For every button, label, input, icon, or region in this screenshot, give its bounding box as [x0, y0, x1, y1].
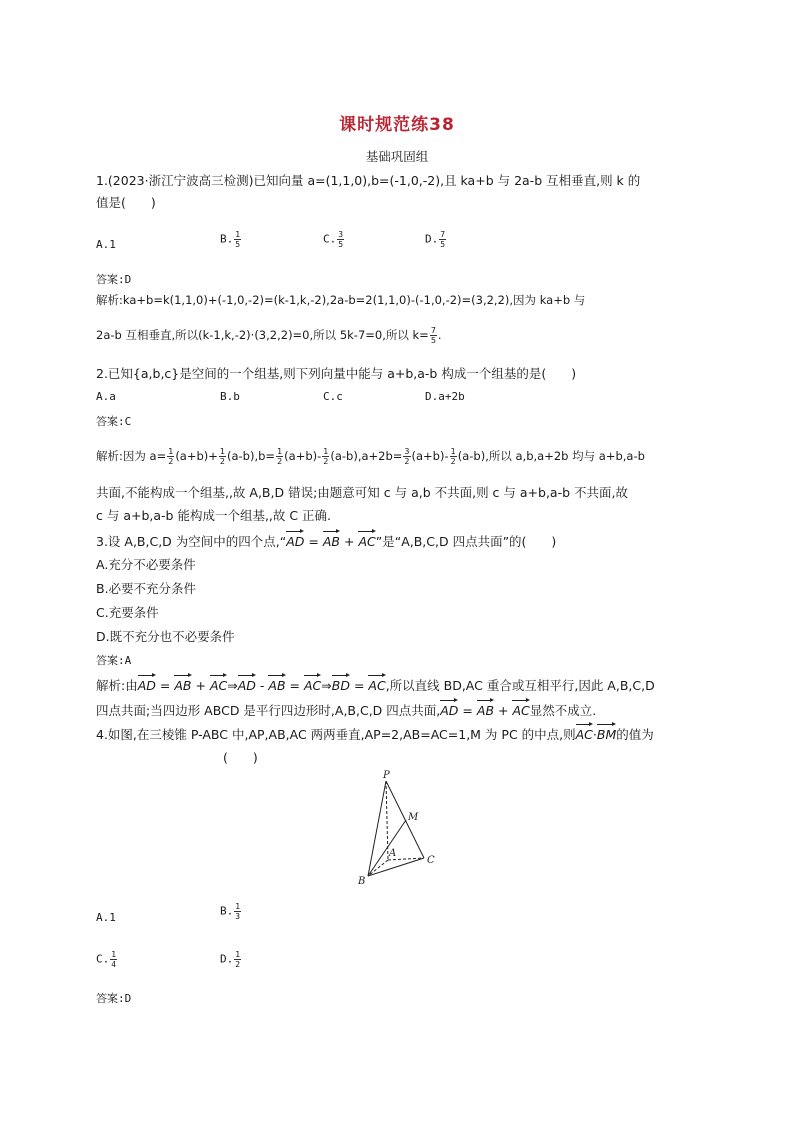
q4-option-b: B. $\frac{1}{3}$	[220, 902, 241, 921]
q3-answer: 答案:A	[96, 654, 132, 667]
q2-stem: 2.已知{a,b,c}是空间的一个组基,则下列向量中能与 a+b,a-b 构成一个组基的是( )	[96, 366, 577, 381]
q3-option-d: D.既不充分也不必要条件	[96, 629, 235, 644]
q4-answer-paren: ( )	[223, 750, 258, 765]
q1-option-a: A.1	[96, 238, 116, 251]
label-a: A	[389, 848, 397, 859]
label-m: M	[408, 812, 419, 823]
q1-option-d: D. $\frac{7}{5}$	[425, 230, 446, 249]
q2-explanation-line1: 解析:因为 a= $\frac{1}{2}$ (a+b)+ $\frac{1}{2}$ (a-b),b= $\frac{1}{2}$ (a+b)- $\frac{1}{2}$ (a-b),a+2b= $\frac{3}{2}$ (a+b)- $\frac{1}{2}$ (a-b),所以 a,b,a+2b 均与 a+b,a-b	[96, 447, 645, 466]
q3-option-b: B.必要不充分条件	[96, 581, 197, 596]
q4-option-d: D. $\frac{1}{2}$	[220, 950, 241, 969]
q2-option-d: D.a+2b	[425, 390, 465, 403]
edge-pc	[386, 781, 424, 858]
label-p: P	[383, 770, 390, 781]
q2-explanation-line3: c 与 a+b,a-b 能构成一个组基,,故 C 正确.	[96, 508, 332, 523]
tetrahedron-figure	[350, 768, 450, 888]
q1-stem-line1: 1.(2023·浙江宁波高三检测)已知向量 a=(1,1,0),b=(-1,0,-2),且 ka+b 与 2a-b 互相垂直,则 k 的	[96, 173, 641, 188]
q2-explanation-line2: 共面,不能构成一个组基,,故 A,B,D 错误;由题意可知 c 与 a,b 不共面,则 c 与 a+b,a-b 不共面,故	[96, 485, 628, 500]
q1-option-b: B. $\frac{1}{5}$	[220, 230, 241, 249]
q3-stem: 3.设 A,B,C,D 为空间中的四个点,“AD = AB + AC”是“A,B,C,D 四点共面”的( )	[96, 534, 557, 549]
q3-option-a: A.充分不必要条件	[96, 557, 196, 572]
q1-answer: 答案:D	[96, 273, 132, 286]
q1-explanation-line1: 解析:ka+b=k(1,1,0)+(-1,0,-2)=(k-1,k,-2),2a-b=2(1,1,0)-(-1,0,-2)=(3,2,2),因为 ka+b 与	[96, 293, 586, 307]
q2-answer: 答案:C	[96, 415, 132, 428]
q4-stem: 4.如图,在三棱锥 P-ABC 中,AP,AB,AC 两两垂直,AP=2,AB=AC=1,M 为 PC 的中点,则AC·BM的值为	[96, 727, 654, 742]
page-title: 课时规范练38	[339, 115, 455, 135]
q3-explanation-line1: 解析:由AD = AB + AC⇒AD - AB = AC⇒BD = AC,所以直线 BD,AC 重合或互相平行,因此 A,B,C,D	[96, 678, 655, 693]
edge-pb	[368, 781, 386, 876]
q4-option-c: C. $\frac{1}{4}$	[96, 950, 117, 969]
label-c: C	[427, 855, 435, 866]
q4-option-a: A.1	[96, 911, 116, 924]
q1-explanation-line2: 2a-b 互相垂直,所以(k-1,k,-2)·(3,2,2)=0,所以 5k-7=0,所以 k= $\frac{7}{5}$ .	[96, 326, 442, 345]
q4-answer: 答案:D	[96, 992, 132, 1005]
q3-explanation-line2: 四点共面;当四边形 ABCD 是平行四边形时,A,B,C,D 四点共面,AD = AB + AC显然不成立.	[96, 703, 597, 718]
q1-option-c: C. $\frac{3}{5}$	[323, 230, 344, 249]
q2-option-b: B.b	[220, 390, 240, 403]
q3-option-c: C.充要条件	[96, 605, 159, 620]
label-b: B	[358, 876, 366, 887]
section-title: 基础巩固组	[365, 149, 429, 164]
q2-option-c: C.c	[323, 390, 343, 403]
edge-bc	[368, 858, 424, 876]
q1-stem-line2: 值是( )	[96, 195, 156, 210]
q2-option-a: A.a	[96, 390, 116, 403]
